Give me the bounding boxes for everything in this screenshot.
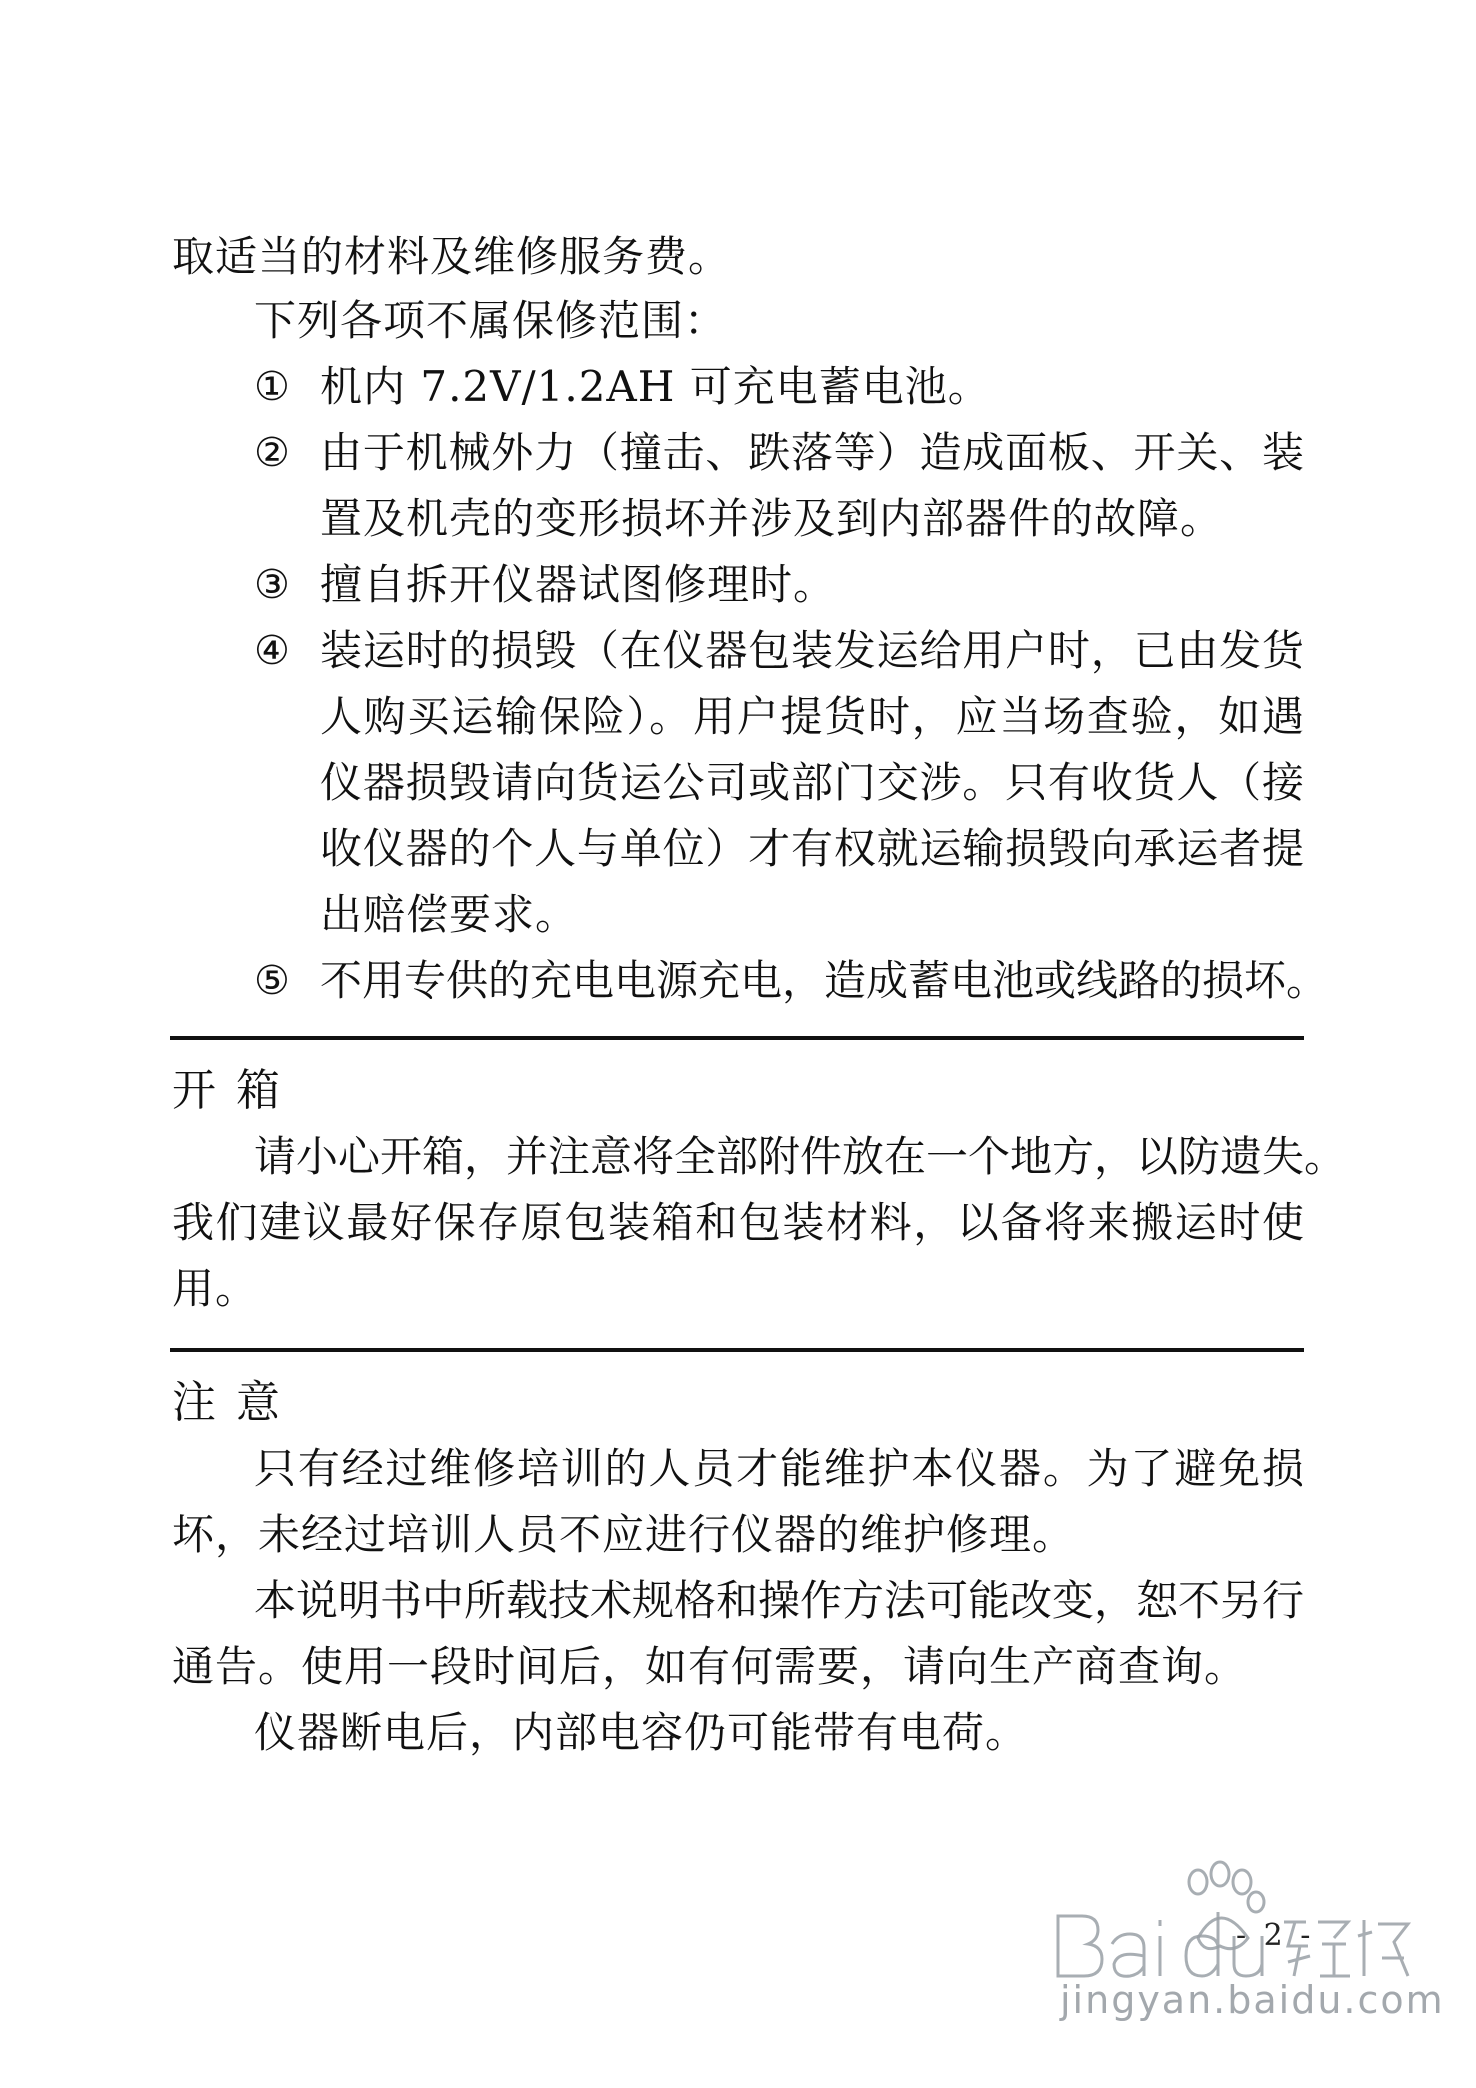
notice-paragraph-line: 只有经过维修培训的人员才能维护本仪器。为了避免损 bbox=[254, 1444, 1304, 1493]
list-item-text: 不用专供的充电电源充电，造成蓄电池或线路的损坏。 bbox=[320, 956, 1329, 1005]
list-item-text: 出赔偿要求。 bbox=[320, 890, 579, 939]
exclusions-intro: 下列各项不属保修范围： bbox=[254, 296, 728, 345]
section-heading-unpack: 开箱 bbox=[172, 1065, 300, 1116]
unpack-paragraph-line: 我们建议最好保存原包装箱和包装材料，以备将来搬运时使 bbox=[172, 1198, 1304, 1247]
watermark-url: jingyan.baidu.com bbox=[1060, 1978, 1445, 2022]
section-heading-notice: 注意 bbox=[172, 1377, 300, 1428]
paragraph-continuation: 取适当的材料及维修服务费。 bbox=[172, 232, 732, 281]
notice-paragraph-line: 坏，未经过培训人员不应进行仪器的维护修理。 bbox=[172, 1510, 1076, 1559]
notice-paragraph-line: 通告。使用一段时间后，如有何需要，请向生产商查询。 bbox=[172, 1642, 1248, 1691]
list-item-text: 由于机械外力（撞击、跌落等）造成面板、开关、装 bbox=[320, 428, 1304, 477]
unpack-paragraph-line: 请小心开箱，并注意将全部附件放在一个地方，以防遗失。 bbox=[254, 1132, 1347, 1181]
list-item-number: ① bbox=[254, 364, 290, 410]
list-item-text: 机内 7.2V/1.2AH 可充电蓄电池。 bbox=[320, 362, 991, 411]
list-item-text: 人购买运输保险）。用户提货时，应当场查验，如遇 bbox=[320, 692, 1304, 741]
list-item-number: ② bbox=[254, 430, 290, 476]
notice-paragraph-line: 仪器断电后，内部电容仍可能带有电荷。 bbox=[254, 1708, 1029, 1757]
list-item-number: ④ bbox=[254, 628, 290, 674]
unpack-paragraph-line: 用。 bbox=[172, 1264, 259, 1313]
list-item-text: 装运时的损毁（在仪器包装发运给用户时，已由发货 bbox=[320, 626, 1304, 675]
page-number: - 2 - bbox=[1236, 1918, 1315, 1953]
list-item-number: ③ bbox=[254, 562, 290, 608]
list-item-text: 置及机壳的变形损坏并涉及到内部器件的故障。 bbox=[320, 494, 1224, 543]
section-divider bbox=[170, 1348, 1304, 1352]
list-item-text: 仪器损毁请向货运公司或部门交涉。只有收货人（接 bbox=[320, 758, 1304, 807]
section-divider bbox=[170, 1036, 1304, 1040]
list-item-number: ⑤ bbox=[254, 958, 290, 1004]
list-item-text: 收仪器的个人与单位）才有权就运输损毁向承运者提 bbox=[320, 824, 1304, 873]
notice-paragraph-line: 本说明书中所载技术规格和操作方法可能改变，恕不另行 bbox=[254, 1576, 1305, 1625]
list-item-text: 擅自拆开仪器试图修理时。 bbox=[320, 560, 837, 609]
